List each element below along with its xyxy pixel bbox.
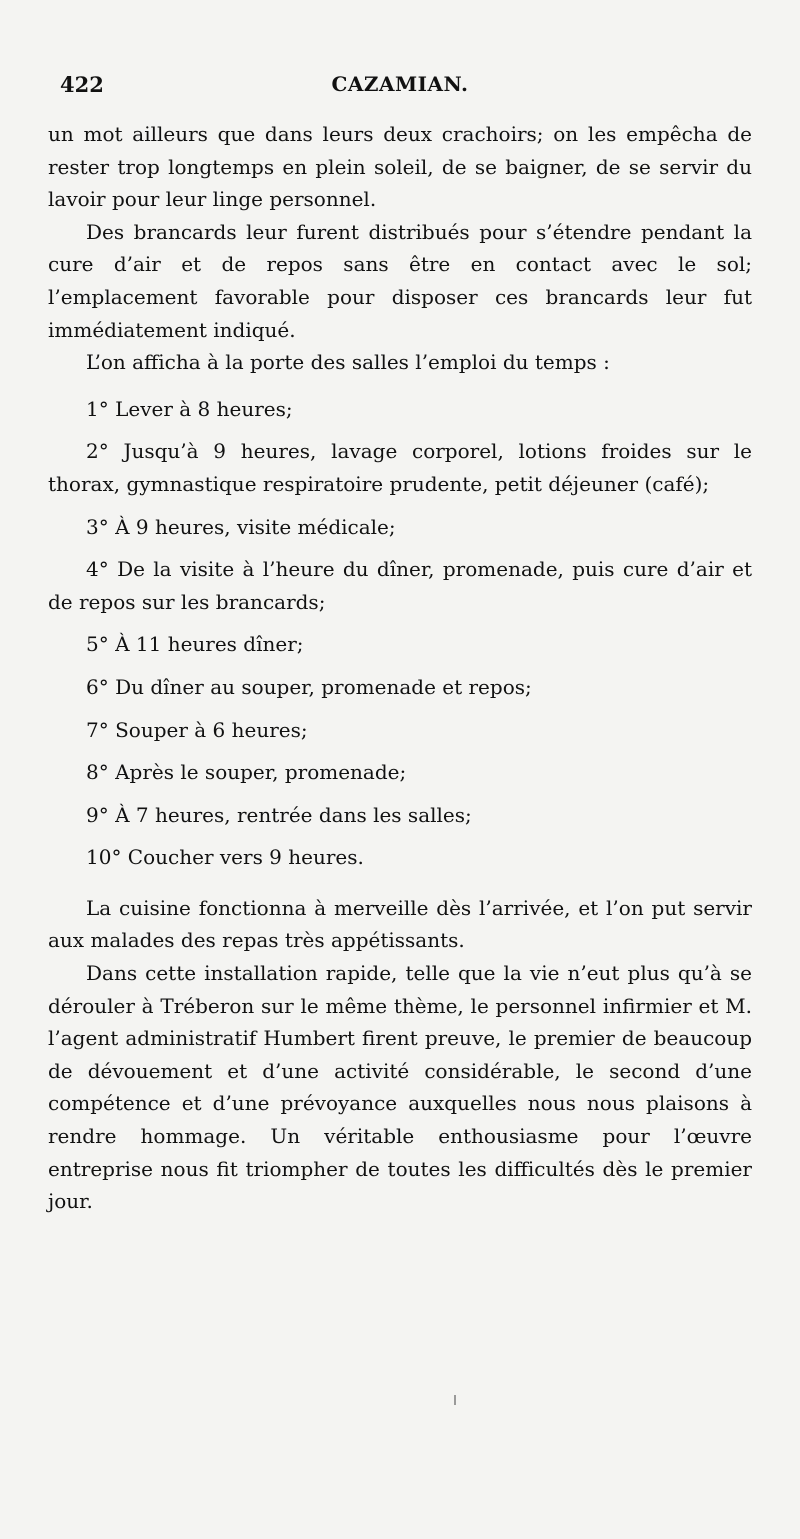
schedule-item: 5° À 11 heures dîner; (86, 632, 304, 657)
print-speck (454, 1395, 456, 1405)
schedule-item: 7° Souper à 6 heures; (86, 717, 308, 742)
page-number: 422 (60, 72, 104, 97)
schedule-item: 8° Après le souper, promenade; (86, 760, 407, 785)
running-head (48, 72, 752, 102)
schedule-item: 6° Du dîner au souper, promenade et repos; (86, 674, 532, 699)
schedule-item: 9° À 7 heures, rentrée dans les salles; (86, 802, 472, 827)
running-title: CAZAMIAN. (331, 72, 469, 96)
schedule-item: 2° Jusqu’à 9 heures, lavage corporel, lotions froides sur le thorax, gymnastique respiratoire prudente, petit déjeuner (café); (48, 439, 752, 496)
paragraph-emploi-du-temps: L’on afficha à la porte des salles l’emploi du temps : (86, 350, 610, 375)
paragraph-cuisine: La cuisine fonctionna à merveille dès l’arrivée, et l’on put servir aux malades des repas très appétissants. (48, 895, 752, 953)
schedule-item: 4° De la visite à l’heure du dîner, promenade, puis cure d’air et de repos sur les brancards; (48, 557, 752, 614)
schedule-list (48, 393, 752, 874)
paragraph-crachoirs: un mot ailleurs que dans leurs deux crachoirs; on les empêcha de rester trop longtemps en plein soleil, de se baigner, de se servir du lavoir pour leur linge personnel. (48, 122, 752, 212)
schedule-item: 1° Lever à 8 heures; (86, 396, 293, 421)
paragraph-installation: Dans cette installation rapide, telle que la vie n’eut plus qu’à se dérouler à Tréberon sur le même thème, le personnel infirmier et M. l’agent administratif Humbert firent preuve, le premier de beaucoup de dévouement et d’une activité considérable, le second d’une compétence et d’une prévoyance auxquelles nous nous plaisons à rendre hommage. Un véritable enthousiasme pour l’œuvre entreprise nous fit triompher de toutes les difficultés dès le premier jour. (48, 961, 752, 1214)
paragraph-brancards: Des brancards leur furent distribués pour s’étendre pendant la cure d’air et de repos sans être en contact avec le sol; l’emplacement favorable pour disposer ces brancards leur fut immédiatement indiqué. (48, 219, 752, 342)
schedule-item: 10° Coucher vers 9 heures. (86, 845, 364, 870)
schedule-item: 3° À 9 heures, visite médicale; (86, 514, 396, 539)
document-page (0, 72, 800, 1539)
